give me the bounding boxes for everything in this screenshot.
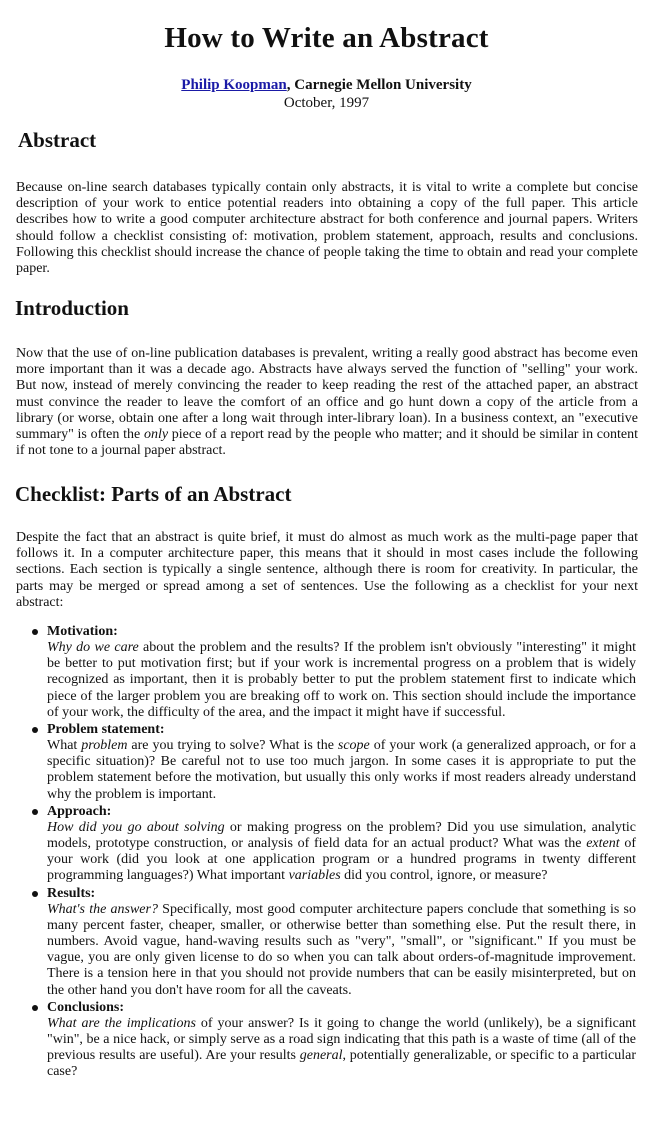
item-text: about the problem and the results? If the problem isn't obviously "interesting" it might be better to put motivation first; but if your work is incremental progress on a problem that is widely recognized as important, then it is probably better to put the problem statement first to indicate which piece of the larger problem you are breaking off to work on. This section should include the importance of your work, the difficulty of the area, and the impact it might have if successful.: [47, 640, 636, 720]
checklist-intro: Despite the fact that an abstract is quite brief, it must do almost as much work as the multi-page paper that follows it. In a computer architecture paper, this means that it should in most cases include the following sections. Each section is typically a single sentence, although there is room for creativity. In particular, the parts may be merged or spread among a set of sentences. Use the following as a checklist for your next abstract:: [16, 530, 638, 610]
item-body: [47, 820, 636, 885]
publication-date: October, 1997: [283, 95, 370, 111]
list-item: [30, 886, 636, 999]
item-title: Results:: [47, 885, 96, 901]
item-body: [47, 902, 636, 999]
item-emphasis: general: [299, 1048, 343, 1064]
item-emphasis: variables: [288, 868, 341, 884]
item-lead: What's the answer?: [47, 901, 158, 917]
byline: [0, 76, 653, 112]
bullet-icon: [32, 891, 38, 897]
item-text: of your work (did you look at one application program or a hundred programs in twenty different programming languages?) What important: [47, 836, 636, 884]
introduction-emphasis: only: [143, 427, 169, 443]
item-emphasis: scope: [337, 738, 370, 754]
introduction-text-2: piece of a report read by the people who matter; and it should be similar in content if not tone to a journal paper abstract.: [16, 427, 638, 459]
item-text: are you trying to solve? What is the: [127, 738, 338, 754]
checklist-list: [30, 624, 636, 1082]
item-body: [47, 738, 636, 803]
introduction-body: [16, 346, 638, 459]
author-line: [0, 76, 653, 94]
list-item: [30, 804, 636, 885]
abstract-heading: Abstract: [18, 128, 97, 152]
item-emphasis: What are the implications: [47, 1015, 196, 1031]
item-body: [47, 1016, 636, 1081]
item-title: Conclusions:: [47, 999, 125, 1015]
bullet-icon: [32, 809, 38, 815]
item-title: Problem statement:: [47, 722, 165, 738]
checklist-heading: Checklist: Parts of an Abstract: [15, 482, 292, 506]
item-emphasis: extent: [586, 836, 620, 852]
item-body: [47, 640, 636, 721]
list-item: [30, 624, 636, 721]
affiliation: , Carnegie Mellon University: [286, 77, 472, 93]
item-text: did you control, ignore, or measure?: [340, 868, 548, 884]
list-item: [30, 1000, 636, 1081]
item-title: Motivation:: [47, 624, 118, 639]
introduction-heading: Introduction: [15, 296, 129, 320]
item-text: , potentially generalizable, or specific to a particular case?: [47, 1048, 636, 1080]
author-link[interactable]: Philip Koopman: [181, 77, 287, 93]
page-title: How to Write an Abstract: [164, 22, 489, 54]
item-text: of your work (a generalized approach, or for a specific situation)? Be careful not to use too much jargon. In some cases it is appropriate to put the problem statement before the motivation, but usually this only works if most readers already understand why the problem is important.: [47, 738, 636, 802]
bullet-icon: [32, 727, 38, 733]
bullet-icon: [32, 629, 38, 635]
item-emphasis: problem: [81, 738, 128, 754]
item-text: What: [47, 738, 82, 754]
item-text: Specifically, most good computer architecture papers conclude that something is so many percent faster, cheaper, smaller, or otherwise better than something else. Put the result there, in numbers. Avoid vague, hand-waving results such as "very", "small", or "significant." If you must be vague, you are only given license to do so when you can talk about orders-of-magnitude improvement. There is a tension here in that you should not provide numbers that can be easily misinterpreted, but on the other hand you don't have room for all the caveats.: [47, 901, 637, 998]
item-text: of your answer? Is it going to change the world (unlikely), be a significant "win", be a nice hack, or simply serve as a road sign indicating that this path is a waste of time (all of the previous results are useful). Are your results: [47, 1015, 636, 1064]
bullet-icon: [32, 1005, 38, 1011]
abstract-body: Because on-line search databases typically contain only abstracts, it is vital to write a complete but concise description of your work to entice potential readers into obtaining a copy of the full paper. This article describes how to write a good computer architecture abstract for both conference and journal papers. Writers should follow a checklist consisting of: motivation, problem statement, approach, results and conclusions. Following this checklist should increase the chance of people taking the time to obtain and read your complete paper.: [16, 180, 638, 277]
introduction-text-1: Now that the use of on-line publication databases is prevalent, writing a really good abstract has become even more important than it was a decade ago. Abstracts have always served the function of "selling" your work. But now, instead of merely convincing the reader to keep reading the rest of the attached paper, an abstract must convince the reader to leave the comfort of an office and go hunt down a copy of the article from a library (or worse, obtain one after a long wait through inter-library loan). In a business context, an "executive summary" is often the: [16, 346, 638, 443]
item-title: Approach:: [47, 803, 112, 819]
item-lead: Why do we care: [47, 640, 139, 655]
list-item: [30, 722, 636, 803]
item-text: or making progress on the problem? Did you use simulation, analytic models, prototype construction, or analysis of field data for an actual product? What was the: [47, 819, 636, 852]
item-emphasis: How did you go about solving: [47, 819, 225, 835]
